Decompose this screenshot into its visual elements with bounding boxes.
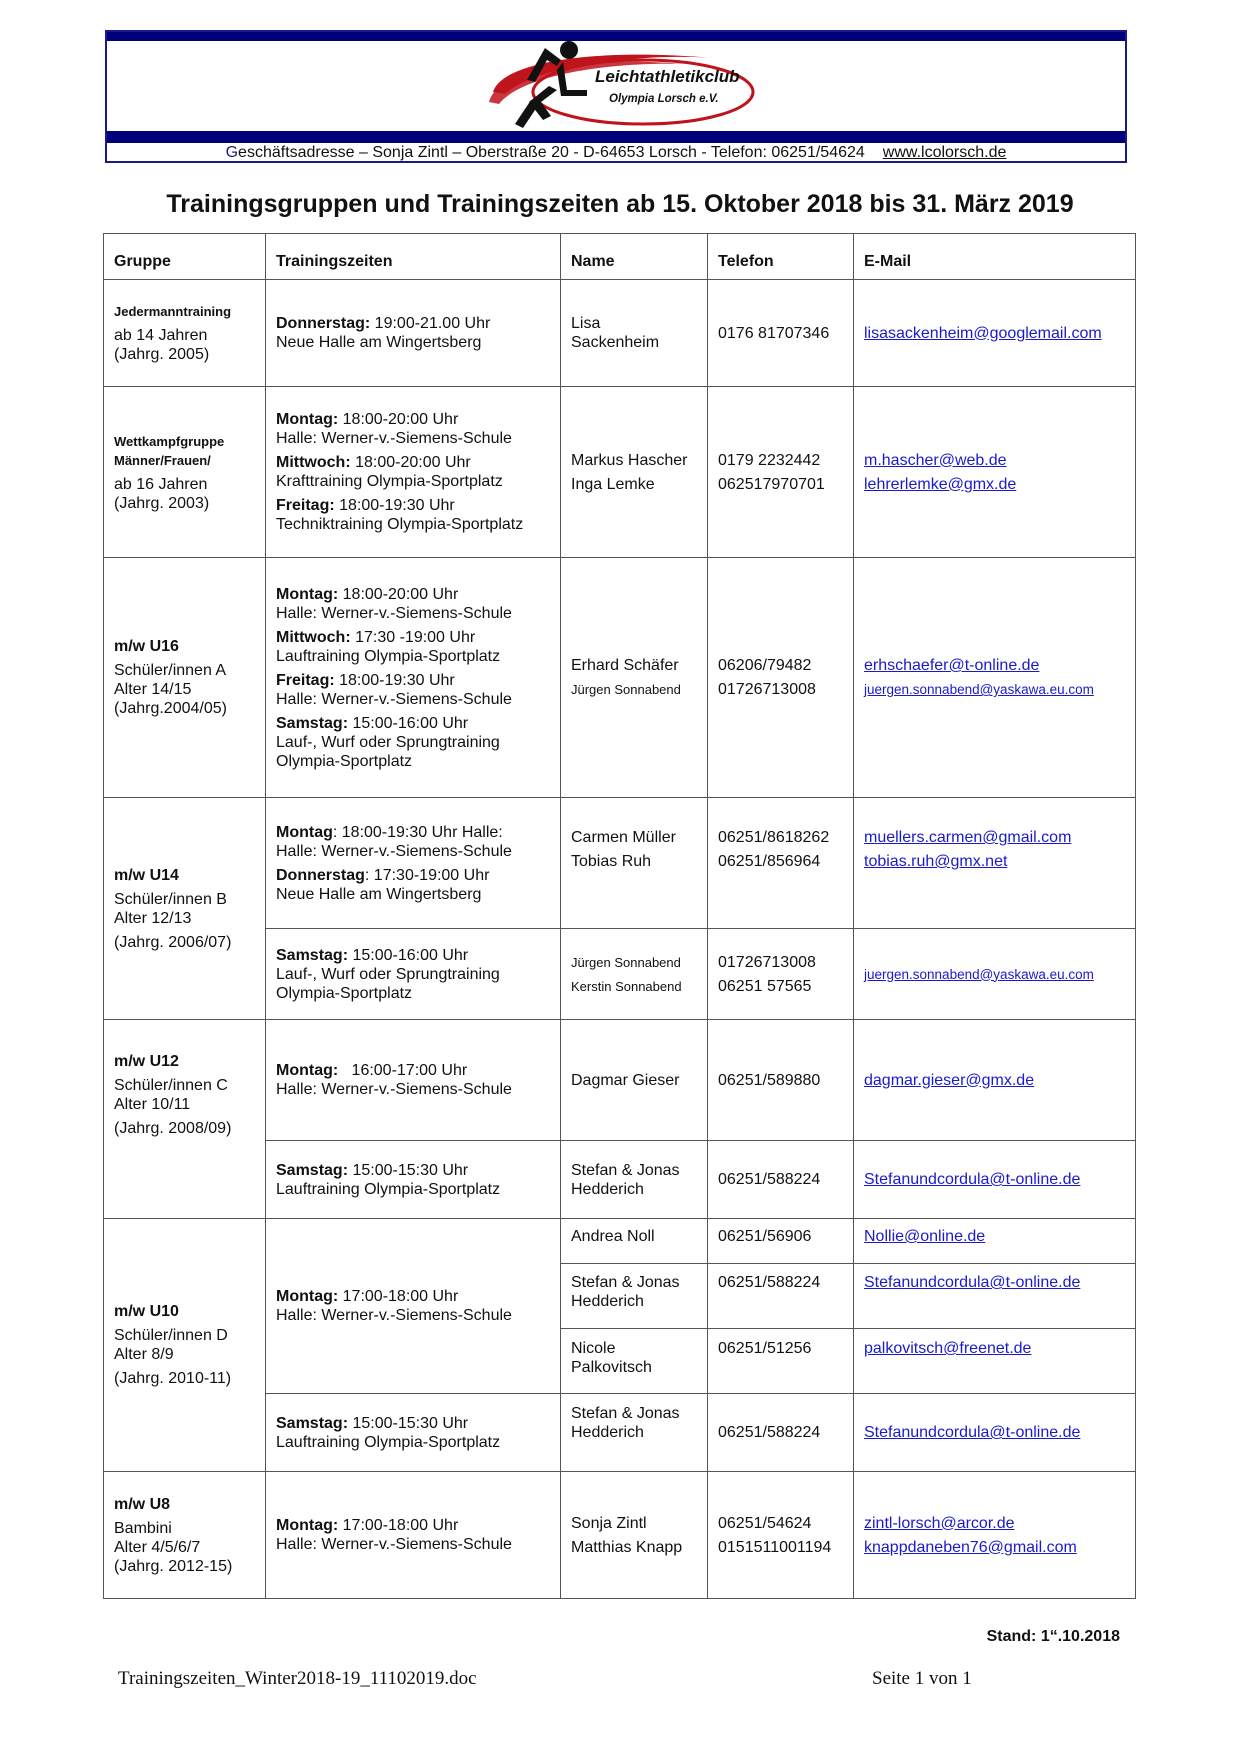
session-day: Montag: (276, 411, 339, 428)
session-place: Halle: Werner-v.-Siemens-Schule (276, 604, 512, 622)
name-cell (560, 1218, 708, 1264)
contact-name: Stefan & Jonas (571, 1161, 680, 1179)
contact-phone: 0179 2232442 (718, 451, 821, 469)
schedule-cell (265, 797, 561, 929)
session-time: 18:00-19:30 Uhr (334, 497, 455, 514)
session-day: Montag: (276, 585, 339, 603)
contact-name: Erhard Schäfer (571, 657, 679, 674)
group-detail: (Jahrg. 2006/07) (114, 933, 232, 951)
contact-name: Andrea Noll (571, 1228, 655, 1245)
group-name: m/w U12 (114, 1053, 179, 1070)
contact-name: Kerstin Sonnabend (571, 978, 682, 994)
session-day: Donnerstag: (276, 315, 371, 332)
phone-cell (707, 279, 854, 387)
group-cell (103, 279, 266, 387)
contact-name: Jürgen Sonnabend (571, 682, 681, 697)
email-link[interactable]: zintl-lorsch@arcor.de (864, 1514, 1015, 1532)
session-place: Lauftraining Olympia-Sportplatz (276, 1180, 501, 1198)
header-name: Name (560, 233, 708, 280)
schedule-cell (265, 1471, 561, 1599)
phone-cell (707, 1328, 854, 1394)
group-cell (103, 797, 266, 1020)
session-time: 17:00-18:00 Uhr (338, 1517, 459, 1534)
group-detail: (Jahrg. 2008/09) (114, 1120, 232, 1137)
schedule-cell (265, 386, 561, 558)
session-place: Olympia-Sportplatz (276, 984, 413, 1002)
session-day: Samstag: (276, 714, 349, 732)
name-cell (560, 1328, 708, 1394)
logo-runner-leg (515, 100, 539, 128)
phone-cell (707, 1140, 854, 1219)
group-detail: Alter 10/11 (114, 1096, 191, 1113)
header-email: E-Mail (853, 233, 1136, 280)
phone-cell (707, 1218, 854, 1264)
group-name: m/w U14 (114, 866, 179, 884)
session-place: Halle: Werner-v.-Siemens-Schule (276, 430, 512, 447)
group-detail: Bambini (114, 1519, 172, 1537)
schedule-cell (265, 557, 561, 798)
schedule-cell (265, 1218, 561, 1394)
session-day: Samstag: (276, 946, 349, 964)
session-time: 16:00-17:00 Uhr (338, 1062, 468, 1079)
session-time: 18:00-20:00 Uhr (338, 411, 459, 428)
group-name: Männer/Frauen/ (114, 452, 211, 468)
session-place: Halle: Werner-v.-Siemens-Schule (276, 842, 512, 860)
group-detail: Schüler/innen C (114, 1077, 228, 1094)
email-link[interactable]: m.hascher@web.de (864, 451, 1007, 469)
contact-name: Sackenheim (571, 334, 660, 351)
contact-name: Nicole (571, 1340, 616, 1357)
group-detail: (Jahrg.2004/05) (114, 700, 227, 717)
email-link[interactable]: tobias.ruh@gmx.net (864, 853, 1008, 870)
email-link[interactable]: palkovitsch@freenet.de (864, 1340, 1032, 1357)
contact-name: Carmen Müller (571, 829, 676, 846)
contact-name: Hedderich (571, 1424, 644, 1441)
email-link[interactable]: Stefanundcordula@t-online.de (864, 1274, 1081, 1291)
group-cell (103, 1019, 266, 1219)
contact-name: Sonja Zintl (571, 1514, 647, 1532)
group-detail: (Jahrg. 2010-11) (114, 1370, 232, 1387)
contact-name: Hedderich (571, 1293, 644, 1310)
session-day: Montag: (276, 1062, 339, 1079)
email-cell (853, 928, 1136, 1020)
session-place: Lauf-, Wurf oder Sprungtraining (276, 965, 500, 983)
session-place: Lauftraining Olympia-Sportplatz (276, 647, 501, 665)
session-day: Freitag: (276, 497, 335, 514)
session-place: Krafttraining Olympia-Sportplatz (276, 473, 503, 490)
session-place: Neue Halle am Wingertsberg (276, 885, 482, 903)
group-name: m/w U16 (114, 638, 179, 655)
session-day: Montag: (276, 1288, 339, 1305)
schedule-cell (265, 1140, 561, 1219)
session-time: 18:00-20:00 Uhr (350, 454, 471, 471)
group-cell (103, 1218, 266, 1472)
email-cell (853, 557, 1136, 798)
email-link[interactable]: muellers.carmen@gmail.com (864, 829, 1072, 846)
session-time: 17:00-18:00 Uhr (338, 1288, 459, 1305)
stand-date: Stand: 1“.10.2018 (986, 1628, 1120, 1645)
session-day: Freitag: (276, 671, 335, 689)
session-time: 17:30 -19:00 Uhr (350, 628, 476, 646)
email-cell (853, 386, 1136, 558)
contact-name: Hedderich (571, 1180, 644, 1198)
email-link[interactable]: Nollie@online.de (864, 1228, 986, 1245)
contact-name: Stefan & Jonas (571, 1274, 680, 1291)
session-place: Halle: Werner-v.-Siemens-Schule (276, 1307, 512, 1324)
contact-name: Inga Lemke (571, 475, 655, 493)
session-day: Samstag: (276, 1414, 349, 1432)
schedule-cell (265, 279, 561, 387)
group-name: m/w U8 (114, 1495, 171, 1513)
footer-filename: Trainingszeiten_Winter2018-19_11102019.doc (118, 1668, 477, 1689)
session-place: Lauf-, Wurf oder Sprungtraining (276, 733, 500, 751)
session-day: Mittwoch: (276, 628, 351, 646)
group-detail: Alter 8/9 (114, 1346, 174, 1363)
phone-cell (707, 1393, 854, 1472)
contact-phone: 0151511001194 (718, 1538, 832, 1556)
footer-page-number: Seite 1 von 1 (872, 1668, 972, 1689)
page-title: Trainingsgruppen und Trainingszeiten ab 15. Oktober 2018 bis 31. März 2019 (166, 190, 1074, 218)
session-time: : 17:30-19:00 Uhr (364, 866, 490, 884)
email-link[interactable]: lisasackenheim@googlemail.com (864, 324, 1102, 342)
contact-phone: 06251/51256 (718, 1340, 812, 1357)
letterhead (105, 30, 1127, 163)
contact-phone: 06251/588224 (718, 1274, 821, 1291)
email-link[interactable]: Stefanundcordula@t-online.de (864, 1171, 1081, 1188)
session-place: Halle: Werner-v.-Siemens-Schule (276, 1536, 512, 1553)
contact-phone: 06206/79482 (718, 657, 812, 674)
group-detail: Alter 4/5/6/7 (114, 1538, 201, 1556)
phone-cell (707, 1263, 854, 1329)
schedule-cell (265, 1019, 561, 1141)
contact-phone: 06251/588224 (718, 1171, 821, 1188)
group-detail: Schüler/innen D (114, 1327, 228, 1344)
group-name: Jedermanntraining (114, 304, 232, 319)
header-gruppe: Gruppe (103, 233, 266, 280)
session-day: Samstag: (276, 1161, 349, 1179)
group-cell (103, 386, 266, 558)
session-time: 18:00-19:30 Uhr (334, 671, 455, 689)
session-day: Mittwoch: (276, 454, 351, 471)
group-detail: ab 14 Jahren (114, 327, 208, 344)
session-time: 15:00-16:00 Uhr (348, 946, 469, 964)
email-cell (853, 279, 1136, 387)
logo-text-line1: Leichtathletikclub (595, 67, 740, 86)
phone-cell (707, 1471, 854, 1599)
email-link[interactable]: Stefanundcordula@t-online.de (864, 1424, 1081, 1441)
address-initial: G (225, 144, 239, 161)
website-link[interactable]: www.lcolorsch.de (882, 144, 1007, 161)
group-detail: ab 16 Jahren (114, 475, 208, 493)
group-detail: (Jahrg. 2005) (114, 346, 210, 363)
session-place: Olympia-Sportplatz (276, 752, 413, 770)
email-link[interactable]: juergen.sonnabend@yaskawa.eu.com (864, 682, 1094, 697)
email-cell (853, 1218, 1136, 1264)
session-time: 15:00-15:30 Uhr (348, 1161, 469, 1179)
email-link[interactable]: erhschaefer@t-online.de (864, 657, 1040, 674)
letterhead-address (107, 144, 1125, 162)
contact-phone: 06251/56906 (718, 1228, 812, 1245)
session-day: Montag: (276, 1517, 339, 1534)
name-cell (560, 279, 708, 387)
letterhead-bottom-bar (107, 131, 1125, 143)
session-place: Halle: Werner-v.-Siemens-Schule (276, 1081, 512, 1098)
phone-cell (707, 797, 854, 929)
email-link[interactable]: juergen.sonnabend@yaskawa.eu.com (864, 966, 1094, 982)
group-detail: (Jahrg. 2012-15) (114, 1557, 233, 1575)
email-cell (853, 1263, 1136, 1329)
logo-text-line2: Olympia Lorsch e.V. (609, 93, 719, 105)
session-place: Lauftraining Olympia-Sportplatz (276, 1433, 501, 1451)
logo-runner-head (560, 41, 578, 59)
name-cell (560, 928, 708, 1020)
group-name: m/w U10 (114, 1303, 179, 1320)
contact-name: Markus Hascher (571, 451, 688, 469)
group-cell (103, 557, 266, 798)
session-time: : 18:00-19:30 Uhr Halle: (332, 823, 503, 841)
session-day: Montag (276, 823, 333, 841)
training-table (103, 233, 1136, 1599)
club-logo (483, 40, 758, 130)
phone-cell (707, 1019, 854, 1141)
contact-phone: 06251 57565 (718, 977, 812, 995)
email-cell (853, 1140, 1136, 1219)
name-cell (560, 1393, 708, 1472)
contact-phone: 06251/54624 (718, 1514, 812, 1532)
email-cell (853, 1019, 1136, 1141)
contact-name: Jürgen Sonnabend (571, 954, 681, 970)
contact-phone: 06251/8618262 (718, 829, 830, 846)
contact-phone: 062517970701 (718, 475, 825, 493)
session-time: 15:00-15:30 Uhr (348, 1414, 469, 1432)
email-link[interactable]: lehrerlemke@gmx.de (864, 475, 1017, 493)
group-detail: Schüler/innen B (114, 890, 227, 908)
session-time: 15:00-16:00 Uhr (348, 714, 469, 732)
contact-phone: 01726713008 (718, 953, 816, 971)
group-detail: Schüler/innen A (114, 662, 227, 679)
contact-phone: 06251/588224 (718, 1424, 821, 1441)
group-name: Wettkampfgruppe (114, 433, 225, 449)
name-cell (560, 386, 708, 558)
contact-phone: 01726713008 (718, 681, 816, 698)
name-cell (560, 797, 708, 929)
schedule-cell (265, 1393, 561, 1472)
contact-name: Lisa (571, 315, 601, 332)
phone-cell (707, 386, 854, 558)
contact-phone: 06251/856964 (718, 853, 821, 870)
schedule-cell (265, 928, 561, 1020)
session-time: 19:00-21.00 Uhr (370, 315, 491, 332)
email-cell (853, 797, 1136, 929)
email-cell (853, 1328, 1136, 1394)
session-place: Techniktraining Olympia-Sportplatz (276, 516, 524, 533)
session-place: Halle: Werner-v.-Siemens-Schule (276, 690, 512, 708)
header-trainingszeiten: Trainingszeiten (265, 233, 561, 280)
contact-name: Matthias Knapp (571, 1538, 683, 1556)
email-cell (853, 1393, 1136, 1472)
email-link[interactable]: knappdaneben76@gmail.com (864, 1538, 1077, 1556)
name-cell (560, 1140, 708, 1219)
session-day: Donnerstag (276, 866, 365, 884)
contact-name: Dagmar Gieser (571, 1071, 680, 1089)
session-place: Neue Halle am Wingertsberg (276, 334, 482, 351)
email-link[interactable]: dagmar.gieser@gmx.de (864, 1071, 1035, 1089)
name-cell (560, 1471, 708, 1599)
name-cell (560, 1019, 708, 1141)
contact-name: Palkovitsch (571, 1359, 652, 1376)
group-detail: (Jahrg. 2003) (114, 494, 210, 512)
contact-phone: 0176 81707346 (718, 324, 830, 342)
name-cell (560, 557, 708, 798)
group-detail: Alter 12/13 (114, 909, 192, 927)
phone-cell (707, 557, 854, 798)
address-text: eschäftsadresse – Sonja Zintl – Oberstraße 20 - D-64653 Lorsch - Telefon: 06251/54624 (238, 144, 865, 161)
contact-phone: 06251/589880 (718, 1071, 821, 1089)
header-telefon: Telefon (707, 233, 854, 280)
name-cell (560, 1263, 708, 1329)
group-detail: Alter 14/15 (114, 681, 192, 698)
phone-cell (707, 928, 854, 1020)
session-time: 18:00-20:00 Uhr (338, 585, 459, 603)
group-cell (103, 1471, 266, 1599)
contact-name: Tobias Ruh (571, 853, 652, 870)
email-cell (853, 1471, 1136, 1599)
contact-name: Stefan & Jonas (571, 1405, 680, 1422)
